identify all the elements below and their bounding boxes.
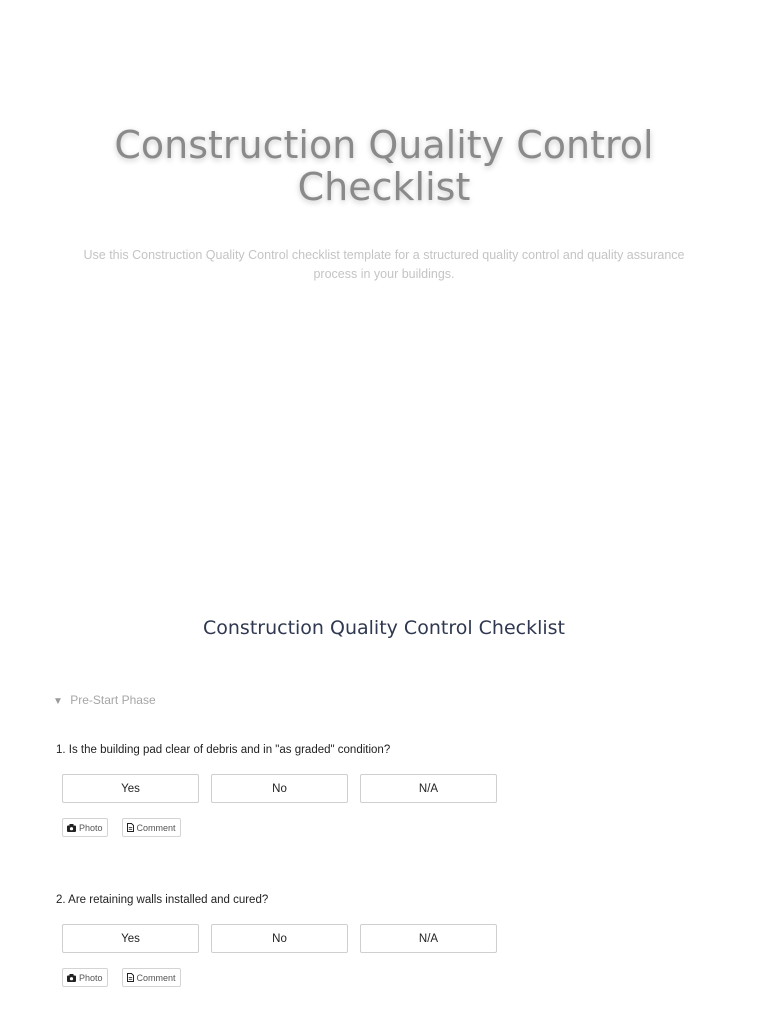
- page-title: [0, 124, 768, 208]
- section-toggle-pre-start[interactable]: [53, 693, 156, 707]
- answer-yes-button[interactable]: Yes: [62, 924, 199, 953]
- question-1: [56, 744, 716, 833]
- comment-label: Comment: [136, 822, 176, 833]
- page-title-line-2: Checklist: [297, 165, 471, 209]
- answer-no-button[interactable]: No: [211, 774, 348, 803]
- page-subtitle: Use this Construction Quality Control checklist template for a structured quality control and quality assurance process in your buildings.: [83, 248, 685, 281]
- hero-section: [0, 0, 768, 300]
- answer-na-button[interactable]: N/A: [360, 924, 497, 953]
- document-icon: [127, 973, 134, 982]
- question-text: 1. Is the building pad clear of debris and in "as graded" condition?: [56, 744, 391, 756]
- question-text: 2. Are retaining walls installed and cured?: [56, 894, 269, 906]
- checklist-heading: Construction Quality Control Checklist: [202, 617, 566, 639]
- comment-button[interactable]: [122, 818, 181, 837]
- section-label: Pre-Start Phase: [70, 693, 156, 707]
- camera-icon: [67, 974, 76, 982]
- photo-label: Photo: [79, 972, 103, 983]
- camera-icon: [67, 824, 76, 832]
- action-group: [62, 968, 195, 987]
- comment-button[interactable]: [122, 968, 181, 987]
- photo-label: Photo: [79, 822, 103, 833]
- triangle-down-icon: ▼: [53, 696, 63, 707]
- photo-button[interactable]: [62, 818, 108, 837]
- answer-group: [62, 774, 509, 803]
- photo-button[interactable]: [62, 968, 108, 987]
- page-title-line-1: Construction Quality Control: [114, 123, 654, 167]
- answer-na-button[interactable]: N/A: [360, 774, 497, 803]
- question-2: [56, 894, 716, 983]
- comment-label: Comment: [136, 972, 176, 983]
- answer-yes-button[interactable]: Yes: [62, 774, 199, 803]
- answer-no-button[interactable]: No: [211, 924, 348, 953]
- document-icon: [127, 823, 134, 832]
- answer-group: [62, 924, 509, 953]
- action-group: [62, 818, 195, 837]
